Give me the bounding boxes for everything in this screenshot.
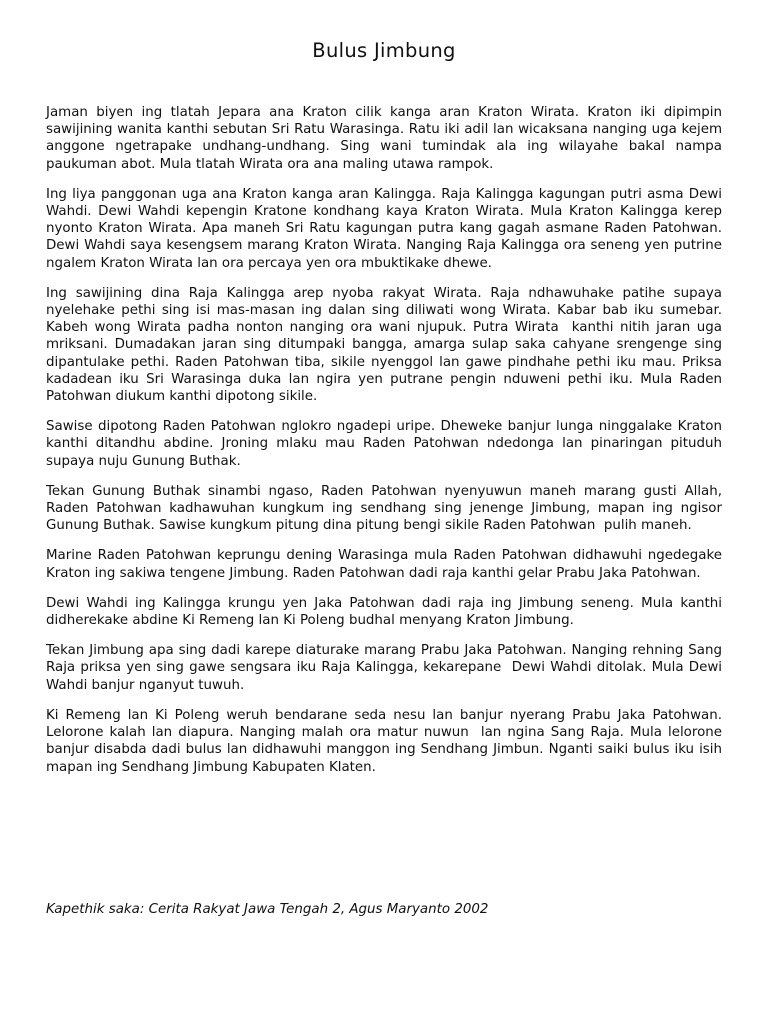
paragraph-2: Ing liya panggonan uga ana Kraton kanga aran Kalingga. Raja Kalingga kagungan putri asma Dewi Wahdi. Dewi Wahdi kepengin Kratone kondhang kaya Kraton Wirata. Mula Kraton Kalingga kerep nyonto Kraton Wirata. Apa maneh Sri Ratu kagungan putra kang gagah asmane Raden Patohwan. Dewi Wahdi saya kesengsem marang Kraton Wirata. Nanging Raja Kalingga ora seneng yen putrine ngalem Kraton Wirata lan ora percaya yen ora mbuktikake dhewe.	[46, 186, 727, 271]
paragraph-3: Ing sawijining dina Raja Kalingga arep nyoba rakyat Wirata. Raja ndhawuhake patihe supaya nyelehake pethi sing isi mas-masan ing dalan sing diliwati wong Wirata. Kabar bab iku sumebar. Kabeh wong Wirata padha nonton nanging ora wani njupuk. Putra Wirata kanthi nitih jaran uga mriksani. Dumadakan jaran sing ditumpaki bangga, amarga sulap saka cahyane srengenge sing dipantulake pethi. Raden Patohwan tiba, sikile nyenggol lan gawe pindhahe pethi iku mau. Priksa kadadean iku Sri Warasinga duka lan ngira yen putrane pengin nduweni pethi iku. Mula Raden Patohwan diukum kanthi dipotong sikile.	[46, 285, 727, 405]
document-title: Bulus Jimbung	[312, 39, 456, 62]
document-body	[46, 104, 727, 789]
paragraph-7: Dewi Wahdi ing Kalingga krungu yen Jaka Patohwan dadi raja ing Jimbung seneng. Mula kanthi didherekake abdine Ki Remeng lan Ki Poleng budhal menyang Kraton Jimbung.	[46, 595, 727, 629]
paragraph-8: Tekan Jimbung apa sing dadi karepe diaturake marang Prabu Jaka Patohwan. Nanging rehning Sang Raja priksa yen sing gawe sengsara iku Raja Kalingga, kekarepane Dewi Wahdi ditolak. Mula Dewi Wahdi banjur nganyut tuwuh.	[46, 643, 727, 693]
source-citation: Kapethik saka: Cerita Rakyat Jawa Tengah 2, Agus Maryanto 2002	[46, 902, 489, 917]
paragraph-6: Marine Raden Patohwan keprungu dening Warasinga mula Raden Patohwan didhawuhi ngedegake Kraton ing sakiwa tengene Jimbung. Raden Patohwan dadi raja kanthi gelar Prabu Jaka Patohwan.	[46, 548, 727, 581]
paragraph-4: Sawise dipotong Raden Patohwan nglokro ngadepi uripe. Dheweke banjur lunga ninggalake Kraton kanthi ditandhu abdine. Jroning mlaku mau Raden Patohwan ndedonga lan pinaringan pituduh supaya nuju Gunung Buthak.	[46, 419, 727, 469]
paragraph-9: Ki Remeng lan Ki Poleng weruh bendarane seda nesu lan banjur nyerang Prabu Jaka Patohwan. Lelorone kalah lan diapura. Nanging malah ora matur nuwun lan ngina Sang Raja. Mula lelorone banjur disabda dadi bulus lan didhawuhi manggon ing Sendhang Jimbun. Nganti saiki bulus iku isih mapan ing Sendhang Jimbung Kabupaten Klaten.	[46, 707, 727, 775]
paragraph-1: Jaman biyen ing tlatah Jepara ana Kraton cilik kanga aran Kraton Wirata. Kraton iki dipimpin sawijining wanita kanthi sebutan Sri Ratu Warasinga. Ratu iki adil lan wicaksana nanging uga kejem anggone ngetrapake undhang-undhang. Sing wani tumindak ala ing wilayahe bakal nampa paukuman abot. Mula tlatah Wirata ora ana maling utawa rampok.	[46, 105, 727, 172]
paragraph-5: Tekan Gunung Buthak sinambi ngaso, Raden Patohwan nyenyuwun maneh marang gusti Allah, Raden Patohwan kadhawuhan kungkum ing sendhang sing jenenge Jimbung, mapan ing ngisor Gunung Buthak. Sawise kungkum pitung dina pitung bengi sikile Raden Patohwan pulih maneh.	[46, 483, 727, 534]
